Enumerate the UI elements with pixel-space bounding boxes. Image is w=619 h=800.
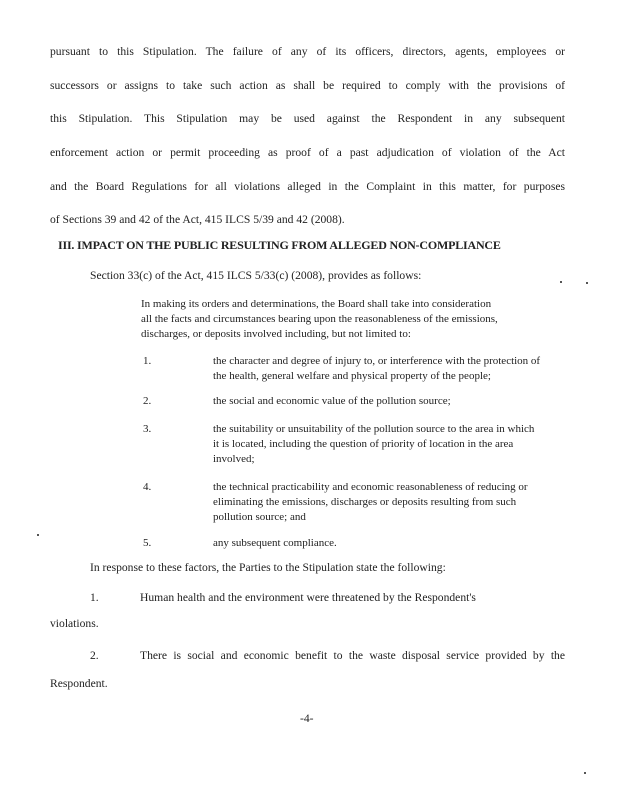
factor-number: 5. — [143, 537, 152, 549]
page-number: -4- — [300, 712, 314, 725]
factor-line: any subsequent compliance. — [213, 537, 337, 549]
scan-speck — [584, 772, 586, 774]
body-line: this Stipulation. This Stipulation may be used against the Respondent in any subsequent — [50, 112, 565, 125]
factor-line: the suitability or unsuitability of the pollution source to the area in which — [213, 423, 535, 435]
quote-line: all the facts and circumstances bearing upon the reasonableness of the emissions, — [141, 313, 498, 325]
scan-speck — [37, 534, 39, 536]
response-line: violations. — [50, 617, 99, 630]
factor-number: 4. — [143, 481, 152, 493]
scan-speck — [560, 281, 562, 283]
factor-line: the health, general welfare and physical property of the people; — [213, 370, 491, 382]
factor-line: the character and degree of injury to, or interference with the protection of — [213, 355, 541, 367]
section-heading: III. IMPACT ON THE PUBLIC RESULTING FROM ALLEGED NON-COMPLIANCE — [58, 238, 501, 252]
intro-line: Section 33(c) of the Act, 415 ILCS 5/33(c) (2008), provides as follows: — [90, 269, 422, 282]
response-number: 1. — [90, 591, 99, 604]
factor-number: 3. — [143, 423, 152, 435]
response-line: Respondent. — [50, 677, 108, 690]
response-line: There is social and economic benefit to the waste disposal service provided by the — [140, 649, 565, 662]
response-number: 2. — [90, 649, 99, 662]
scan-speck — [586, 282, 588, 284]
response-intro: In response to these factors, the Parties to the Stipulation state the following: — [90, 561, 446, 574]
factor-line: the technical practicability and economic reasonableness of reducing or — [213, 481, 528, 493]
factor-line: pollution source; and — [213, 511, 306, 523]
body-line: and the Board Regulations for all violations alleged in the Complaint in this matter, for purposes — [50, 180, 565, 193]
body-line: successors or assigns to take such action as shall be required to comply with the provisions of — [50, 79, 565, 92]
quote-line: In making its orders and determinations, the Board shall take into consideration — [141, 298, 492, 310]
quote-line: discharges, or deposits involved including, but not limited to: — [141, 328, 411, 340]
response-line: Human health and the environment were threatened by the Respondent's — [140, 591, 476, 604]
body-line: pursuant to this Stipulation. The failure of any of its officers, directors, agents, employees or — [50, 45, 565, 58]
factor-line: it is located, including the question of priority of location in the area — [213, 438, 514, 450]
factor-line: involved; — [213, 453, 255, 465]
factor-line: eliminating the emissions, discharges or deposits resulting from such — [213, 496, 517, 508]
factor-number: 1. — [143, 355, 152, 367]
body-line: enforcement action or permit proceeding as proof of a past adjudication of violation of the Act — [50, 146, 565, 159]
factor-line: the social and economic value of the pollution source; — [213, 395, 451, 407]
factor-number: 2. — [143, 395, 152, 407]
body-line: of Sections 39 and 42 of the Act, 415 ILCS 5/39 and 42 (2008). — [50, 213, 345, 226]
